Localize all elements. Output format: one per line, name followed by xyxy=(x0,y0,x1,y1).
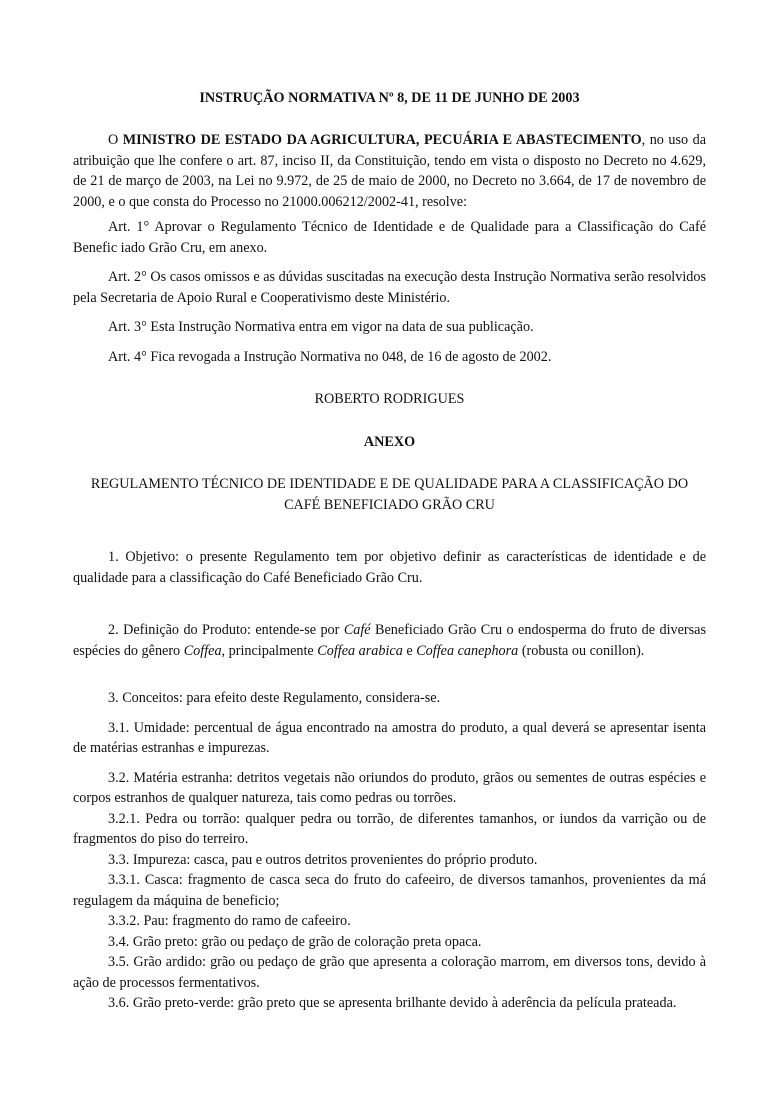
section-3-conceitos: 3. Conceitos: para efeito deste Regulamento, considera-se. xyxy=(108,690,441,706)
section-2-italic-coffea: Coffea, xyxy=(183,642,226,659)
article-1: Art. 1° Aprovar o Regulamento Técnico de Identidade e de Qualidade para a Classificação do Café Benefic iado Grão Cru, em anexo. xyxy=(73,219,706,256)
preamble-minister: MINISTRO DE ESTADO DA AGRICULTURA, PECUÁRIA E ABASTECIMENTO xyxy=(122,132,642,148)
item-3-6: 3.6. Grão preto-verde: grão preto que se apresenta brilhante devido à aderência da película prateada. xyxy=(108,995,677,1011)
annex-heading: ANEXO xyxy=(363,433,416,450)
article-2: Art. 2° Os casos omissos e as dúvidas suscitadas na execução desta Instrução Normativa serão resolvidos pela Secretaria de Apoio Rural e Cooperativismo deste Ministério. xyxy=(73,269,706,306)
item-3-2-1: 3.2.1. Pedra ou torrão: qualquer pedra ou torrão, de diferentes tamanhos, or iundos da varrição ou de fragmentos do piso do terreiro. xyxy=(73,810,706,847)
preamble-lead: O xyxy=(108,132,123,148)
item-3-1: 3.1. Umidade: percentual de água encontrado na amostra do produto, a qual deverá se apresentar isenta de matérias estranhas e impurezas. xyxy=(73,719,706,756)
section-2-text-d: e xyxy=(402,642,417,659)
section-2-definicao xyxy=(73,620,706,661)
item-3-2: 3.2. Matéria estranha: detritos vegetais não oriundos do produto, grãos ou sementes de outras espécies e corpos estranhos de qualquer natureza, tais como pedras ou torrões. xyxy=(73,769,706,806)
section-2-italic-cafe: Café xyxy=(343,622,371,638)
annex-title-line-1: REGULAMENTO TÉCNICO DE IDENTIDADE E DE QUALIDADE PARA A CLASSIFICAÇÃO DO xyxy=(90,476,689,492)
item-3-3: 3.3. Impureza: casca, pau e outros detritos provenientes do próprio produto. xyxy=(108,851,538,868)
document-title: INSTRUÇÃO NORMATIVA Nº 8, DE 11 DE JUNHO DE 2003 xyxy=(199,90,580,106)
preamble-rest: , no uso da atribuição que lhe confere o art. 87, inciso II, da Constituição, tendo em vista o disposto no Decreto no 4.629, de 21 de março de 2003, na Lei no 9.972, de 25 de maio de 2000, no Decreto no 3.664, de 17 de novembro de 2000, e o que consta do Processo no 21000.006212/2002-41, resolve: xyxy=(73,132,707,210)
signature: ROBERTO RODRIGUES xyxy=(314,391,465,407)
section-2-text-a: 2. Definição do Produto: entende-se por xyxy=(108,622,344,638)
section-2-italic-canephora: Coffea canephora xyxy=(416,642,519,659)
section-2-text-e: (robusta ou conillon). xyxy=(518,642,645,659)
document-page xyxy=(0,88,768,1112)
item-3-3-2: 3.3.2. Pau: fragmento do ramo de cafeeiro. xyxy=(108,913,351,929)
section-2-text-c: principalmente xyxy=(225,642,318,659)
item-3-3-1: 3.3.1. Casca: fragmento de casca seca do fruto do cafeeiro, de diversos tamanhos, provenientes da má regulagem da máquina de beneficio; xyxy=(73,872,706,909)
preamble-paragraph xyxy=(73,130,706,212)
section-1-objetivo: 1. Objetivo: o presente Regulamento tem por objetivo definir as características de identidade e de qualidade para a classificação do Café Beneficiado Grão Cru. xyxy=(73,549,706,586)
item-3-5: 3.5. Grão ardido: grão ou pedaço de grão que apresenta a coloração marrom, em diversos tons, devido à ação de processos fermentativos. xyxy=(73,954,706,991)
section-2-italic-arabica: Coffea arabica xyxy=(317,642,403,659)
annex-title-line-2: CAFÉ BENEFICIADO GRÃO CRU xyxy=(284,496,495,513)
article-3: Art. 3° Esta Instrução Normativa entra em vigor na data de sua publicação. xyxy=(108,319,534,335)
item-3-4: 3.4. Grão preto: grão ou pedaço de grão de coloração preta opaca. xyxy=(108,933,482,950)
article-4: Art. 4° Fica revogada a Instrução Normativa no 048, de 16 de agosto de 2002. xyxy=(108,348,552,365)
section-2-text-b: Beneficiado Grão Cru o endosperma do fruto de diversas espécies do gênero xyxy=(73,622,706,659)
